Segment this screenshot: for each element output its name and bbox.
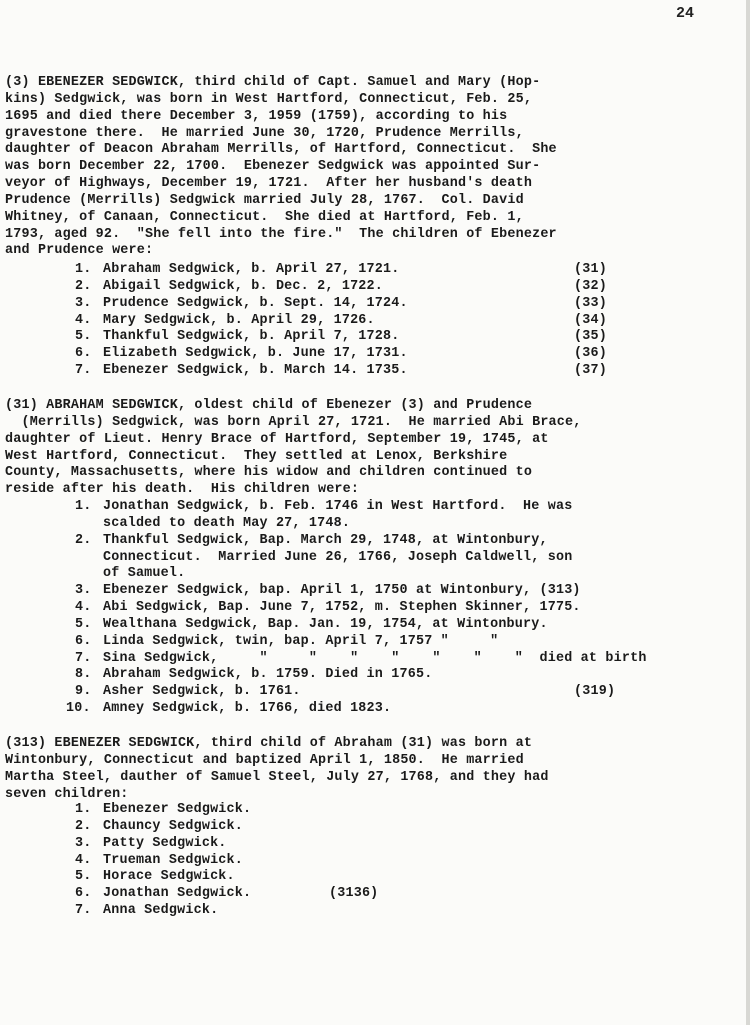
text-line: daughter of Lieut. Henry Brace of Hartford, September 19, 1745, at <box>5 431 549 447</box>
list-item <box>75 346 745 363</box>
item-text: Patty Sedgwick. <box>103 835 227 851</box>
item-text: Ebenezer Sedgwick, bap. April 1, 1750 at Wintonbury, (313) <box>103 583 581 599</box>
item-number: 2. <box>75 818 92 834</box>
list-item <box>75 296 745 313</box>
list-item <box>75 684 745 701</box>
cross-reference: (32) <box>574 278 607 294</box>
list-item <box>75 329 745 346</box>
text-line: (313) EBENEZER SEDGWICK, third child of Abraham (31) was born at <box>5 736 533 751</box>
item-number: 5. <box>75 329 92 345</box>
cross-reference: (34) <box>574 312 607 328</box>
text-line: reside after his death. His children were: <box>5 482 360 498</box>
list-item <box>75 583 745 600</box>
item-text: Abigail Sedgwick, b. Dec. 2, 1722. <box>103 278 384 294</box>
cross-reference: (33) <box>574 295 607 311</box>
item-text: Wealthana Sedgwick, Bap. Jan. 19, 1754, at Wintonbury. <box>103 616 548 632</box>
list-item <box>75 634 745 651</box>
text-line: (31) ABRAHAM SEDGWICK, oldest child of Ebenezer (3) and Prudence <box>5 398 533 413</box>
text-line: kins) Sedgwick, was born in West Hartford, Connecticut, Feb. 25, <box>5 91 533 107</box>
item-number: 6. <box>75 633 92 649</box>
list-item <box>75 617 745 634</box>
text-line: West Hartford, Connecticut. They settled at Lenox, Berkshire <box>5 448 508 464</box>
list-item <box>66 701 745 718</box>
text-line: daughter of Deacon Abraham Merrills, of Hartford, Connecticut. She <box>5 142 557 158</box>
list-item <box>75 499 745 516</box>
item-number: 7. <box>75 650 92 666</box>
list-item <box>75 869 745 886</box>
item-number: 3. <box>75 835 92 851</box>
list-item <box>75 279 745 296</box>
item-number: 1. <box>75 262 92 277</box>
paragraph-abraham-31 <box>5 398 745 499</box>
list-item <box>75 802 745 819</box>
item-number: 1. <box>75 802 92 817</box>
item-number: 6. <box>75 886 92 902</box>
list-item <box>75 313 745 330</box>
item-number: 5. <box>75 616 92 632</box>
list-item <box>75 819 745 836</box>
page-number: 24 <box>676 5 695 22</box>
cross-reference: (35) <box>574 329 607 345</box>
item-number: 2. <box>75 278 92 294</box>
children-list-ebenezer-313 <box>75 802 745 920</box>
list-item-continuation: scalded to death May 27, 1748. <box>103 515 351 531</box>
item-number: 7. <box>75 903 92 919</box>
list-item <box>75 651 745 668</box>
list-item <box>75 600 745 617</box>
item-text: Linda Sedgwick, twin, bap. April 7, 1757 " " <box>103 633 499 649</box>
list-item <box>75 836 745 853</box>
item-text: Horace Sedgwick. <box>103 869 235 885</box>
cross-reference: (36) <box>574 346 607 362</box>
item-number: 3. <box>75 295 92 311</box>
text-line: and Prudence were: <box>5 243 154 259</box>
text-line: Wintonbury, Connecticut and baptized April 1, 1850. He married <box>5 752 524 768</box>
item-text: Ebenezer Sedgwick. <box>103 802 252 817</box>
text-line: Prudence (Merrills) Sedgwick married July 28, 1767. Col. David <box>5 192 524 208</box>
paragraph-ebenezer-3 <box>5 75 745 260</box>
item-number: 8. <box>75 667 92 683</box>
item-text: Mary Sedgwick, b. April 29, 1726. <box>103 312 375 328</box>
item-text: Anna Sedgwick. <box>103 903 219 919</box>
item-text: Abraham Sedgwick, b. April 27, 1721. <box>103 262 400 277</box>
item-text: Prudence Sedgwick, b. Sept. 14, 1724. <box>103 295 408 311</box>
text-line: Martha Steel, dauther of Samuel Steel, July 27, 1768, and they had <box>5 769 549 785</box>
text-line: Whitney, of Canaan, Connecticut. She died at Hartford, Feb. 1, <box>5 209 524 225</box>
item-text: Thankful Sedgwick, Bap. March 29, 1748, at Wintonbury, <box>103 532 548 548</box>
list-item-continuation: Connecticut. Married June 26, 1766, Joseph Caldwell, son <box>103 549 573 565</box>
item-text: Abraham Sedgwick, b. 1759. Died in 1765. <box>103 667 433 683</box>
children-list-ebenezer-3 <box>75 262 745 380</box>
list-item <box>75 533 745 550</box>
item-number: 2. <box>75 532 92 548</box>
item-text: Ebenezer Sedgwick, b. March 14. 1735. <box>103 363 408 379</box>
item-number: 5. <box>75 869 92 885</box>
text-line: County, Massachusetts, where his widow and children continued to <box>5 465 533 481</box>
item-number: 3. <box>75 583 92 599</box>
item-text: Elizabeth Sedgwick, b. June 17, 1731. <box>103 346 408 362</box>
list-item <box>75 667 745 684</box>
children-list-abraham-31 <box>66 499 745 718</box>
item-number: 1. <box>75 499 92 514</box>
item-text: Asher Sedgwick, b. 1761. <box>103 684 301 700</box>
list-item-continuation: of Samuel. <box>103 566 186 582</box>
item-text: Abi Sedgwick, Bap. June 7, 1752, m. Stephen Skinner, 1775. <box>103 600 581 616</box>
paragraph-ebenezer-313 <box>5 736 745 803</box>
list-item <box>75 853 745 870</box>
cross-reference: (3136) <box>329 886 379 902</box>
text-line: gravestone there. He married June 30, 1720, Prudence Merrills, <box>5 125 524 141</box>
item-number: 4. <box>75 600 92 616</box>
cross-reference: (37) <box>574 363 607 379</box>
item-number: 9. <box>75 684 92 700</box>
list-item <box>75 363 745 380</box>
item-number: 7. <box>75 363 92 379</box>
item-number: 4. <box>75 312 92 328</box>
item-text: Jonathan Sedgwick. <box>103 886 252 902</box>
text-line: veyor of Highways, December 19, 1721. After her husband's death <box>5 176 533 192</box>
text-line: 1695 and died there December 3, 1959 (1759), according to his <box>5 108 508 124</box>
item-text: Trueman Sedgwick. <box>103 852 244 868</box>
item-text: Jonathan Sedgwick, b. Feb. 1746 in West Hartford. He was <box>103 499 573 514</box>
text-line: (Merrills) Sedgwick, was born April 27, 1721. He married Abi Brace, <box>5 414 582 430</box>
item-text: Amney Sedgwick, b. 1766, died 1823. <box>103 701 392 717</box>
text-line: was born December 22, 1700. Ebenezer Sedgwick was appointed Sur- <box>5 159 541 175</box>
text-line: 1793, aged 92. "She fell into the fire." The children of Ebenezer <box>5 226 557 242</box>
item-number: 4. <box>75 852 92 868</box>
text-line: (3) EBENEZER SEDGWICK, third child of Capt. Samuel and Mary (Hop- <box>5 75 541 90</box>
page-edge-shadow <box>746 0 750 1025</box>
list-item <box>75 262 745 279</box>
text-line: seven children: <box>5 786 129 802</box>
list-item <box>75 886 745 903</box>
item-number: 6. <box>75 346 92 362</box>
item-number: 10. <box>66 701 91 717</box>
item-text: Thankful Sedgwick, b. April 7, 1728. <box>103 329 400 345</box>
cross-reference: (319) <box>574 684 616 700</box>
item-text: Chauncy Sedgwick. <box>103 818 244 834</box>
item-text: Sina Sedgwick, " " " " " " " died at birth <box>103 650 647 666</box>
cross-reference: (31) <box>574 262 607 277</box>
list-item <box>75 903 745 920</box>
